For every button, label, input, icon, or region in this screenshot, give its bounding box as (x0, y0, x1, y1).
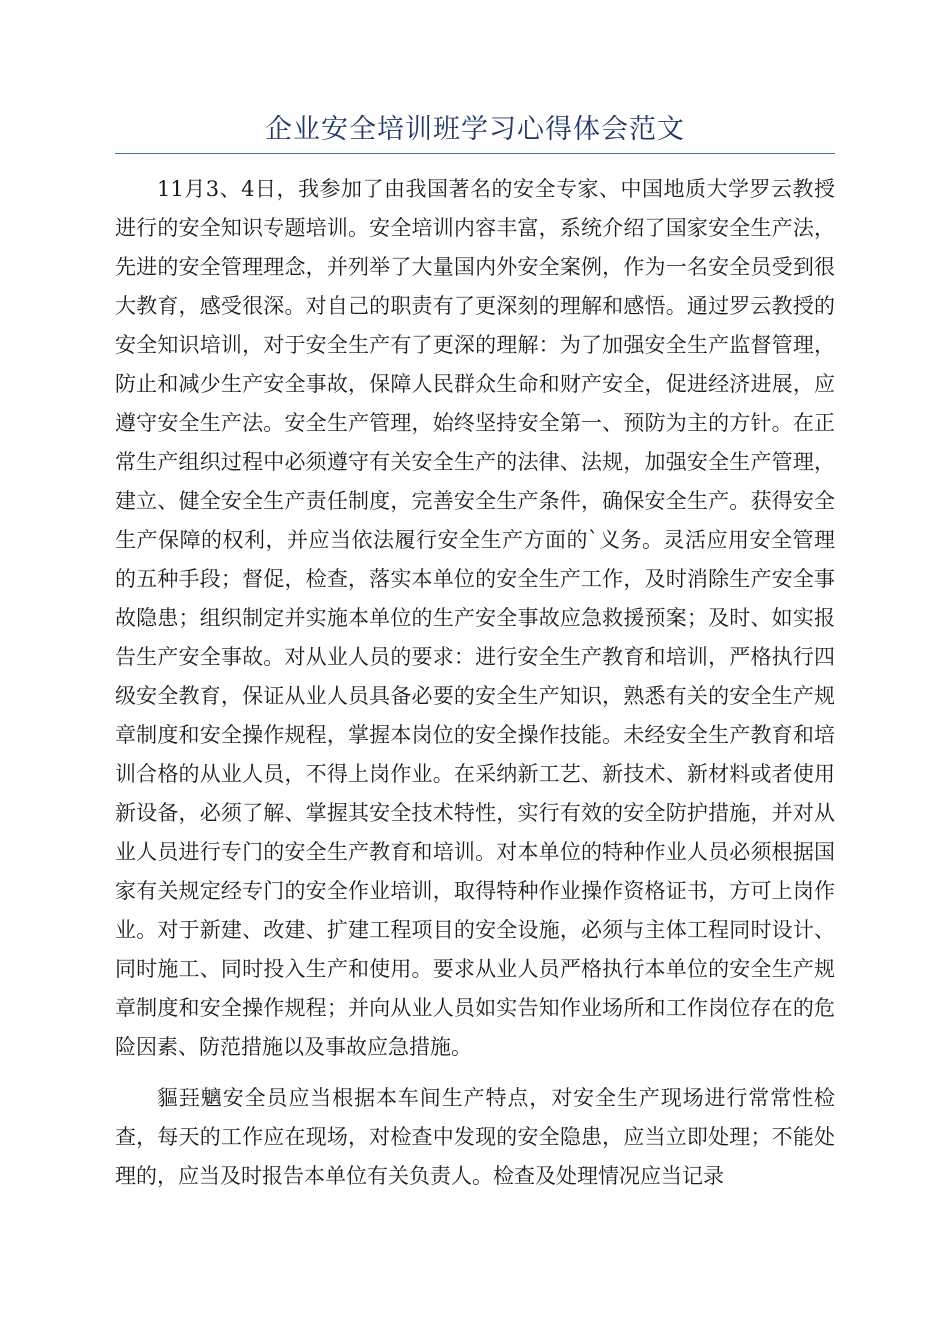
document-body (115, 170, 835, 1196)
document-title: 企业安全培训班学习心得体会范文 (265, 114, 685, 145)
paragraph-1: 11月3、4日，我参加了由我国著名的安全专家、中国地质大学罗云教授进行的安全知识专题培训。安全培训内容丰富，系统介绍了国家安全生产法，先进的安全管理理念，并列举了大量国内外安全案例，作为一名安全员受到很大教育，感受很深。对自己的职责有了更深刻的理解和感悟。通过罗云教授的安全知识培训，对于安全生产有了更深的理解：为了加强安全生产监督管理，防止和减少生产安全事故，保障人民群众生命和财产安全，促进经济进展，应遵守安全生产法。安全生产管理，始终坚持安全第一、预防为主的方针。在正常生产组织过程中必须遵守有关安全生产的法律、法规，加强安全生产管理，建立、健全安全生产责任制度，完善安全生产条件，确保安全生产。获得安全生产保障的权利，并应当依法履行安全生产方面的`义务。灵活应用安全管理的五种手段；督促，检查，落实本单位的安全生产工作，及时消除生产安全事故隐患；组织制定并实施本单位的生产安全事故应急救援预案；及时、如实报告生产安全事故。对从业人员的要求：进行安全生产教育和培训，严格执行四级安全教育，保证从业人员具备必要的安全生产知识，熟悉有关的安全生产规章制度和安全操作规程，掌握本岗位的安全操作技能。未经安全生产教育和培训合格的从业人员，不得上岗作业。在采纳新工艺、新技术、新材料或者使用新设备，必须了解、掌握其安全技术特性，实行有效的安全防护措施，并对从业人员进行专门的安全生产教育和培训。对本单位的特种作业人员必须根据国家有关规定经专门的安全作业培训，取得特种作业操作资格证书，方可上岗作业。对于新建、改建、扩建工程项目的安全设施，必须与主体工程同时设计、同时施工、同时投入生产和使用。要求从业人员严格执行本单位的安全生产规章制度和安全操作规程；并向从业人员如实告知作业场所和工作岗位存在的危险因素、防范措施以及事故应急措施。 (115, 177, 835, 1059)
title-underline (115, 153, 835, 154)
paragraph-2: 貙㠭魑安全员应当根据本车间生产特点，对安全生产现场进行常常性检查，每天的工作应在现场，对检查中发现的安全隐患，应当立即处理；不能处理的，应当及时报告本单位有关负责人。检查及处理情况应当记录 (115, 1086, 835, 1188)
